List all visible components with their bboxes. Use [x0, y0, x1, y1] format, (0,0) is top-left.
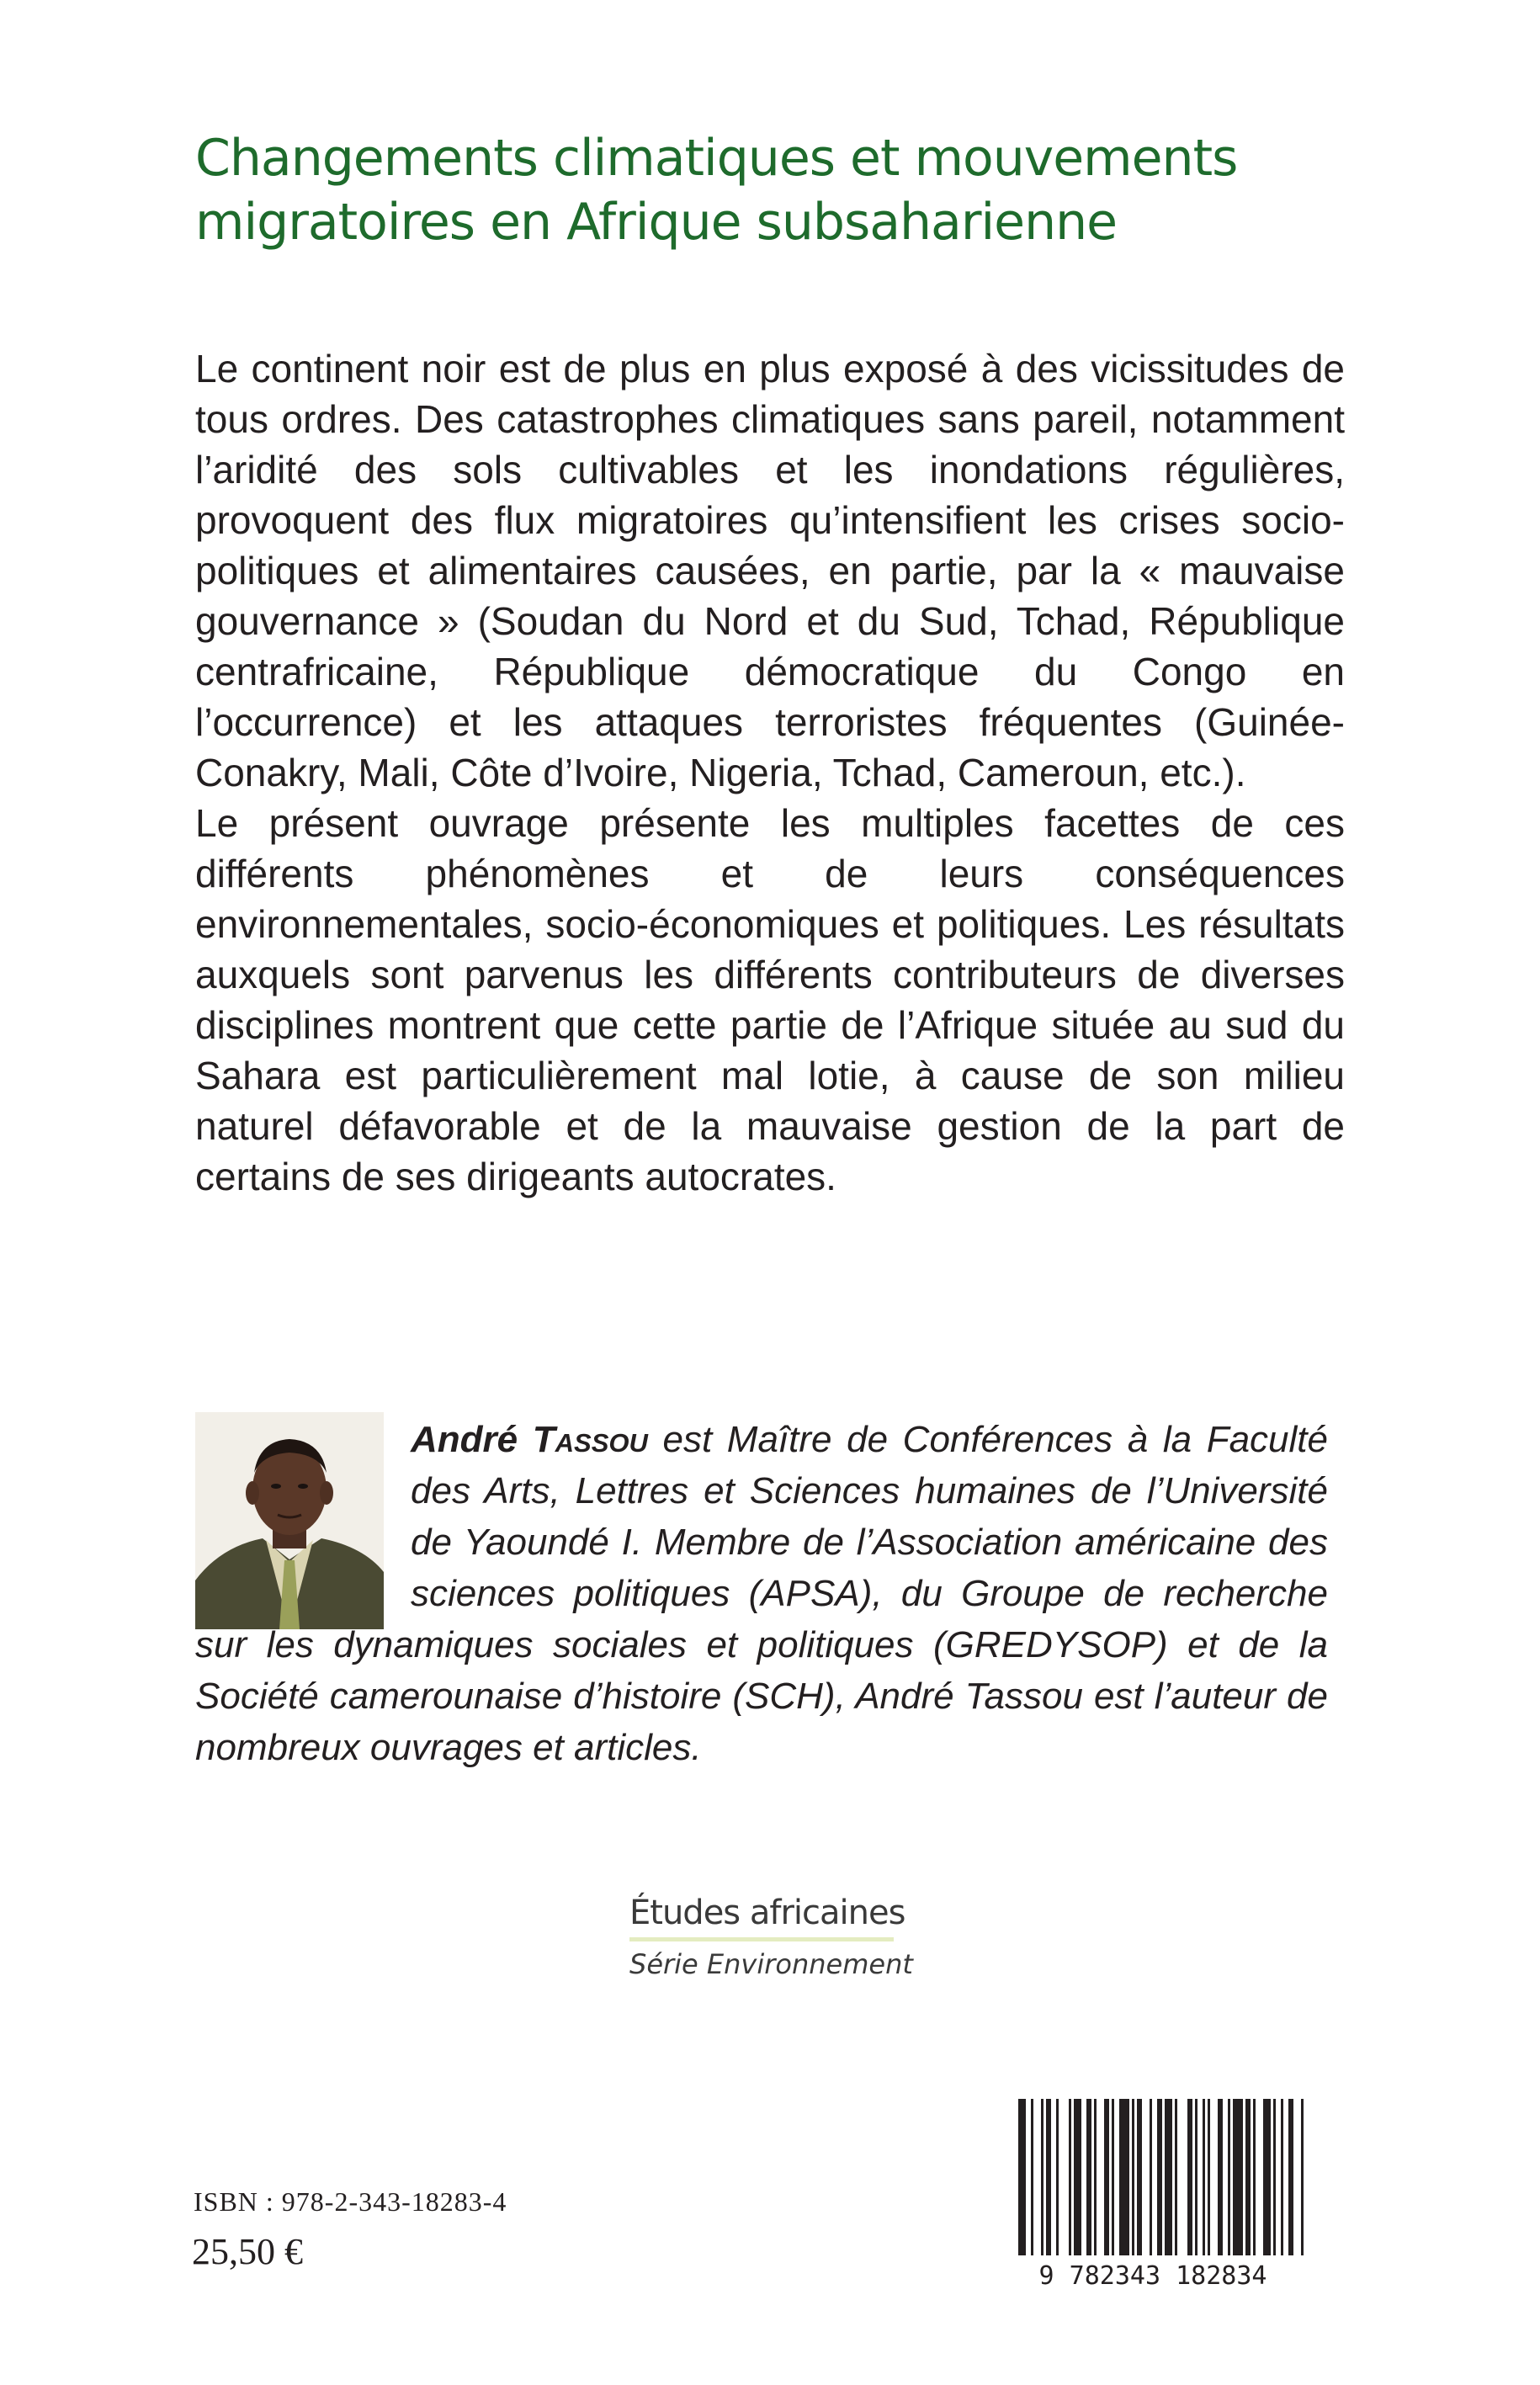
series-block — [629, 1894, 913, 1980]
author-last-name: Tassou — [532, 1419, 648, 1460]
series-name: Études africaines — [629, 1894, 905, 1932]
summary-paragraph-1: Le continent noir est de plus en plus exposé à des vicissitudes de tous ordres. Des catastrophes climatiques sans pareil, notamment l’aridité des sols cultivables et les inondations régulières, provoquent des flux migratoires qu’intensifient les crises socio-politiques et alimentaires causées, en partie, par la « mauvaise gouvernance » (Soudan du Nord et du Sud, Tchad, République centrafricaine, République démocratique du Congo en l’occurrence) et les attaques terroristes fréquentes (Guinée-Conakry, Mali, Côte d’Ivoire, Nigeria, Tchad, Cameroun, etc.). — [195, 347, 1345, 794]
photo-spacer — [195, 1414, 411, 1619]
book-title — [195, 126, 1390, 254]
isbn-barcode — [985, 2096, 1321, 2289]
book-title-line-2: migratoires en Afrique subsaharienne — [195, 193, 1118, 252]
author-first-name: André — [411, 1419, 518, 1460]
series-divider — [629, 1937, 894, 1941]
barcode-graphic — [985, 2096, 1321, 2289]
series-subseries: Série Environnement — [629, 1948, 913, 1980]
book-title-line-1: Changements climatiques et mouvements — [195, 129, 1238, 188]
summary-paragraph-2: Le présent ouvrage présente les multiples facettes de ces différents phénomènes et de leurs conséquences environnementales, socio-économiques et politiques. Les résultats auxquels sont parvenus les différents contributeurs de diverses disciplines montrent que cette partie de l’Afrique située au sud du Sahara est particulièrement mal lotie, à cause de son milieu naturel défavorable et de la mauvaise gestion de la part de certains de ses dirigeants autocrates. — [195, 801, 1345, 1198]
author-bio-text: est Maître de Conférences à la Faculté des Arts, Lettres et Sciences humaines de l’Université de Yaoundé I. Membre de l’Association américaine des sciences politiques (APSA), du Groupe de recherche sur les dynamiques sociales et politiques (GREDYSOP) et de la Société camerounaise d’histoire (SCH), André Tassou est l’auteur de nombreux ouvrages et articles. — [195, 1419, 1328, 1768]
price-text: 25,50 € — [192, 2231, 303, 2272]
isbn-text: ISBN : 978-2-343-18283-4 — [194, 2186, 507, 2217]
barcode-digits: 9 782343 182834 — [1038, 2261, 1267, 2289]
author-name — [411, 1419, 648, 1460]
author-bio — [195, 1414, 1328, 1773]
book-summary — [195, 343, 1345, 1202]
